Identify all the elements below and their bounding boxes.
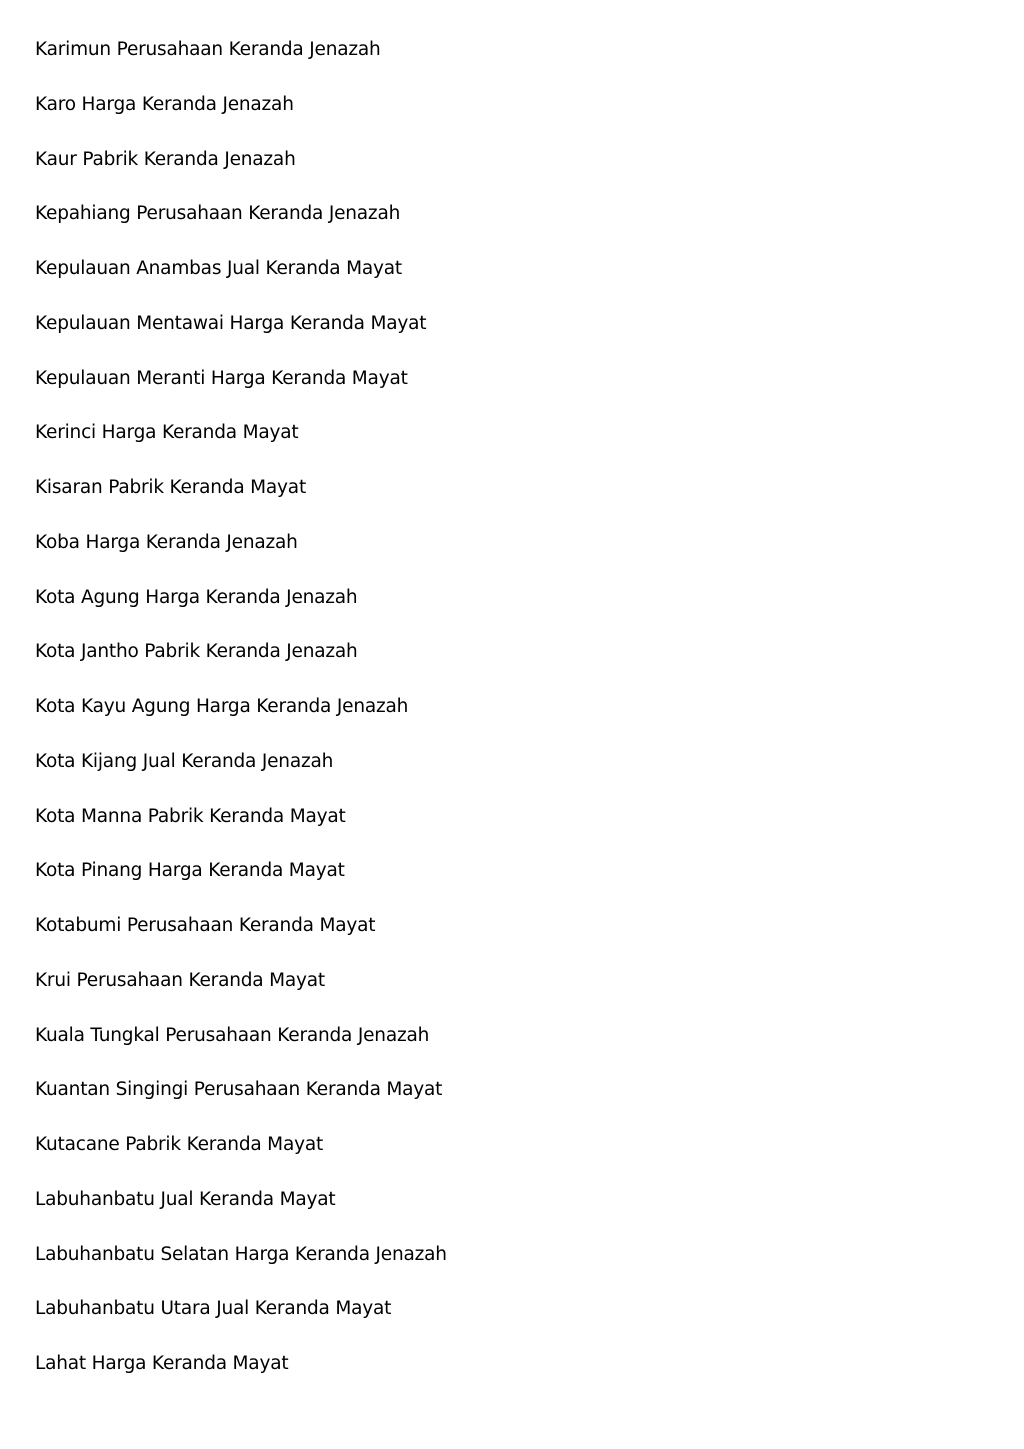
list-item: Labuhanbatu Utara Jual Keranda Mayat [35, 1298, 392, 1320]
list-item: Krui Perusahaan Keranda Mayat [35, 969, 325, 991]
list-item: Kota Kayu Agung Harga Keranda Jenazah [35, 696, 409, 717]
list-item: Karimun Perusahaan Keranda Jenazah [35, 39, 381, 60]
list-item: Kepahiang Perusahaan Keranda Jenazah [35, 203, 401, 225]
list-item: Kota Agung Harga Keranda Jenazah [35, 586, 358, 608]
list-item: Kepulauan Meranti Harga Keranda Mayat [35, 367, 408, 389]
list-item: Kota Manna Pabrik Keranda Mayat [35, 805, 346, 827]
list-item: Lahat Harga Keranda Mayat [35, 1353, 289, 1374]
list-item: Labuhanbatu Jual Keranda Mayat [35, 1188, 336, 1210]
list-item: Kuala Tungkal Perusahaan Keranda Jenazah [35, 1024, 430, 1046]
list-item: Kuantan Singingi Perusahaan Keranda Mayat [35, 1079, 443, 1101]
list-item: Kota Pinang Harga Keranda Mayat [35, 860, 345, 882]
list-item: Kota Jantho Pabrik Keranda Jenazah [35, 641, 358, 663]
keyword-list [35, 38, 447, 1407]
list-item: Kepulauan Mentawai Harga Keranda Mayat [35, 312, 427, 334]
list-item: Karo Harga Keranda Jenazah [35, 93, 294, 115]
list-item: Kota Kijang Jual Keranda Jenazah [35, 750, 334, 772]
list-item: Kerinci Harga Keranda Mayat [35, 422, 299, 444]
list-item: Kaur Pabrik Keranda Jenazah [35, 148, 296, 170]
list-item: Labuhanbatu Selatan Harga Keranda Jenazah [35, 1243, 447, 1265]
list-item: Kepulauan Anambas Jual Keranda Mayat [35, 258, 402, 279]
list-item: Kotabumi Perusahaan Keranda Mayat [35, 915, 376, 936]
list-item: Kutacane Pabrik Keranda Mayat [35, 1134, 324, 1155]
list-item: Kisaran Pabrik Keranda Mayat [35, 477, 306, 498]
list-item: Koba Harga Keranda Jenazah [35, 531, 298, 553]
